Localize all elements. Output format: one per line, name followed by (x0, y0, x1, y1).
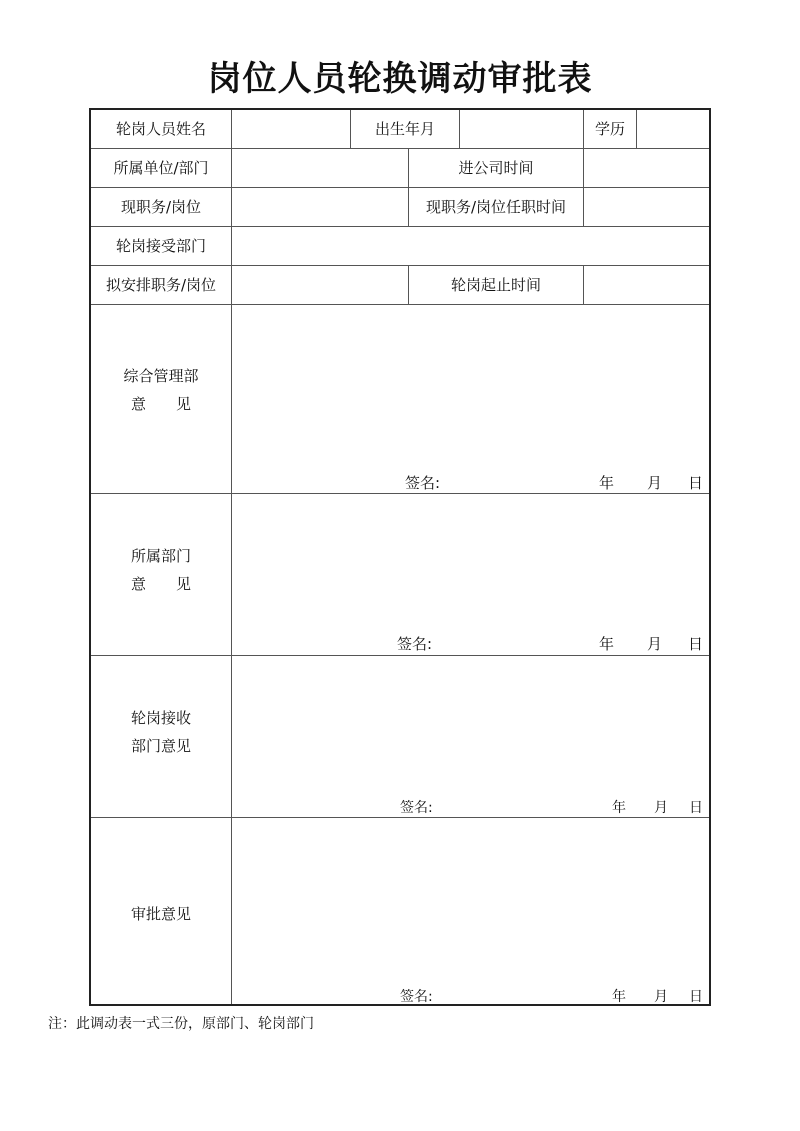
rotation-period-label: 轮岗起止时间 (450, 276, 541, 294)
join-date-field[interactable] (584, 149, 709, 187)
final-approval-date-month: 月 (654, 989, 668, 1005)
final-approval-date-day: 日 (689, 989, 703, 1005)
position-label: 现职务/岗位 (120, 198, 202, 216)
admin-dept-date-month: 月 (647, 474, 663, 492)
admin-dept-date-year: 年 (599, 474, 615, 492)
birth-date-label: 出生年月 (374, 120, 435, 138)
receiving-dept-date-month: 月 (654, 800, 668, 816)
rotation-period-field[interactable] (584, 266, 709, 304)
admin-dept-opinion-label: 综合管理部 意 见 (123, 367, 199, 413)
receiving-dept-date-day: 日 (689, 800, 703, 816)
tenure-label: 现职务/岗位任职时间 (425, 198, 567, 216)
final-approval-signature-field[interactable] (441, 982, 591, 1002)
receiving-dept-opinion-label: 轮岗接收 部门意见 (130, 709, 191, 755)
footnote: 注：此调动表一式三份，原部门、轮岗部门 (48, 1016, 314, 1032)
receiving-dept-signature-field[interactable] (441, 793, 591, 815)
name-field[interactable] (232, 110, 350, 148)
education-field[interactable] (637, 110, 709, 148)
own-dept-signature-label: 签名: (397, 635, 433, 653)
own-dept-opinion-label: 所属部门 意 见 (130, 547, 191, 593)
admin-dept-date-day: 日 (688, 474, 704, 492)
name-label: 轮岗人员姓名 (115, 120, 206, 138)
own-dept-signature-field[interactable] (439, 629, 589, 651)
admin-dept-signature-field[interactable] (447, 468, 587, 490)
final-approval-label: 审批意见 (130, 905, 191, 923)
own-dept-opinion-field[interactable] (232, 494, 709, 628)
approval-form-table (89, 108, 711, 1006)
admin-dept-opinion-field[interactable] (232, 305, 709, 465)
position-field[interactable] (232, 188, 408, 226)
admin-dept-signature-label: 签名: (405, 474, 441, 492)
proposed-position-field[interactable] (232, 266, 408, 304)
proposed-position-label: 拟安排职务/岗位 (105, 276, 217, 294)
final-approval-signature-label: 签名: (400, 989, 433, 1005)
department-label: 所属单位/部门 (113, 159, 209, 177)
form-title: 岗位人员轮换调动审批表 (207, 59, 593, 99)
receiving-dept-signature-label: 签名: (400, 800, 433, 816)
own-dept-date-year: 年 (599, 635, 615, 653)
join-date-label: 进公司时间 (458, 159, 534, 177)
final-approval-date-year: 年 (612, 989, 626, 1005)
department-field[interactable] (232, 149, 408, 187)
final-approval-field[interactable] (232, 818, 709, 978)
education-label: 学历 (594, 120, 625, 138)
receiving-department-field[interactable] (232, 227, 709, 265)
birth-date-field[interactable] (460, 110, 583, 148)
own-dept-date-month: 月 (647, 635, 663, 653)
receiving-department-label: 轮岗接受部门 (115, 237, 206, 255)
receiving-dept-opinion-field[interactable] (232, 656, 709, 790)
own-dept-date-day: 日 (688, 635, 704, 653)
receiving-dept-date-year: 年 (612, 800, 626, 816)
tenure-field[interactable] (584, 188, 709, 226)
